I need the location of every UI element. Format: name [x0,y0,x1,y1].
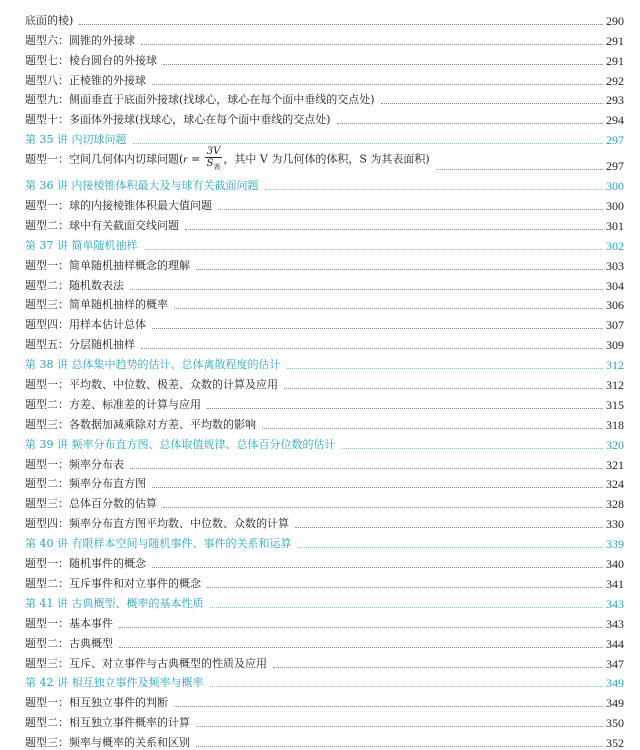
page-number: 312 [606,378,624,393]
dot-leader [196,746,603,747]
toc-section-heading[interactable] [25,127,624,147]
dot-leader [144,249,604,250]
page-number: 312 [606,358,624,373]
dot-leader [174,308,603,309]
dot-leader [295,527,603,528]
page-number: 352 [606,736,624,750]
toc-entry[interactable] [25,412,624,432]
toc-entry-title: 题型一：相互独立事件的判断 [25,696,168,710]
dot-leader [130,289,603,290]
dot-leader [163,507,603,508]
table-of-contents [25,8,624,750]
toc-entry-title: 题型九：侧面垂直于底面外接球(找球心，球心在每个面中垂线的交点处) [25,93,375,107]
toc-entry-title: 第 42 讲 相互独立事件及频率与概率 [25,676,204,690]
page-number: 349 [606,696,624,711]
page-number: 330 [606,517,624,532]
page-number: 340 [606,557,624,572]
dot-leader [119,647,603,648]
dot-leader [133,143,604,144]
toc-entry-title: 底面的棱) [25,13,74,27]
dot-leader [262,428,603,429]
toc-entry[interactable] [25,107,624,127]
toc-entry-title: 题型四：频率分布直方图平均数、中位数、众数的计算 [25,517,289,531]
fraction-numerator: 3V [206,146,221,158]
page-number: 324 [606,477,624,492]
page-number: 339 [606,537,624,552]
dot-leader [218,209,603,210]
dot-leader [152,487,603,488]
page-number: 344 [606,636,624,651]
toc-entry-title: 题型十：多面体外接球(找球心，球心在每个面中垂线的交点处) [25,113,331,127]
page-number: 291 [606,53,624,68]
toc-entry-title: 题型四：用样本估计总体 [25,318,146,332]
toc-entry-title: 第 41 讲 古典概型、概率的基本性质 [25,596,204,610]
dot-leader [210,686,604,687]
toc-entry-title: 第 38 讲 总体集中趋势的估计、总体离散程度的估计 [25,358,281,372]
toc-entry[interactable] [25,651,624,671]
dot-leader [141,44,603,45]
toc-entry-title: 题型二：互斥事件和对立事件的概念 [25,576,201,590]
toc-entry[interactable] [25,571,624,591]
page-number: 300 [606,179,624,194]
toc-entry[interactable] [25,28,624,48]
dot-leader [152,84,603,85]
page-number: 349 [606,676,624,691]
page-number: 343 [606,616,624,631]
toc-entry-title: 题型三：总体百分数的估算 [25,497,157,511]
toc-entry[interactable] [25,710,624,730]
toc-entry[interactable] [25,293,624,313]
toc-entry[interactable] [25,332,624,352]
page-number: 309 [606,338,624,353]
dot-leader [207,587,603,588]
dot-leader [287,368,604,369]
toc-entry-title: 题型三：简单随机抽样的概率 [25,298,168,312]
dot-leader [207,408,603,409]
toc-section-heading[interactable] [25,671,624,691]
toc-section-heading[interactable] [25,531,624,551]
dot-leader [381,103,603,104]
page-number: 328 [606,497,624,512]
toc-entry[interactable] [25,48,624,68]
dot-leader [152,328,603,329]
page-number: 318 [606,417,624,432]
toc-section-heading[interactable] [25,432,624,452]
dot-leader [130,468,603,469]
dot-leader [185,229,603,230]
page-number: 315 [606,397,624,412]
toc-entry-title: 题型八：正棱锥的外接球 [25,73,146,87]
toc-entry[interactable] [25,631,624,651]
toc-entry[interactable] [25,147,624,173]
toc-entry-title: 题型一：频率分布表 [25,457,124,471]
formula-variable: r [183,153,188,166]
dot-leader [436,169,603,170]
page-number: 343 [606,596,624,611]
toc-entry-title: 题型一：随机事件的概念 [25,557,146,571]
dot-leader [196,269,603,270]
toc-entry[interactable] [25,690,624,710]
page-number: 304 [606,278,624,293]
dot-leader [342,448,604,449]
toc-entry[interactable] [25,88,624,108]
toc-entry-title: 题型一：球的内接棱锥体积最大值问题 [25,199,212,213]
toc-entry-title [25,146,433,173]
entry-title-prefix: 题型一：空间几何体内切球问题( [25,152,184,166]
toc-section-heading[interactable] [25,233,624,253]
formula-equals: = [187,152,204,166]
page-number: 303 [606,258,624,273]
page-number: 291 [606,33,624,48]
toc-entry[interactable] [25,472,624,492]
fraction-denominator [207,158,221,173]
toc-entry-title: 题型一：简单随机抽样概念的理解 [25,258,190,272]
dot-leader [174,706,603,707]
toc-section-heading[interactable] [25,352,624,372]
toc-entry-title: 题型一：平均数、中位数、极差、众数的计算及应用 [25,378,278,392]
toc-entry-title: 题型二：随机数表法 [25,278,124,292]
page-number: 294 [606,113,624,128]
toc-entry[interactable] [25,452,624,472]
toc-entry-title: 第 35 讲 内切球问题 [25,133,127,147]
page-number: 321 [606,457,624,472]
denominator-subscript: 表 [213,163,221,172]
page-number: 297 [606,133,624,148]
toc-entry[interactable] [25,730,624,750]
entry-title-suffix: ，其中 V 为几何体的体积，S 为其表面积) [223,152,430,166]
toc-entry-title: 题型二：相互独立事件概率的计算 [25,716,190,730]
toc-entry-title: 题型二：频率分布直方图 [25,477,146,491]
toc-entry-title: 题型二：古典概型 [25,636,113,650]
toc-entry[interactable] [25,511,624,531]
page-number: 306 [606,298,624,313]
page-number: 301 [606,218,624,233]
dot-leader [152,567,603,568]
toc-entry-title: 题型三：频率与概率的关系和区别 [25,736,190,750]
toc-entry[interactable] [25,8,624,28]
toc-entry-title: 题型三：各数据加减乘除对方差、平均数的影响 [25,417,256,431]
toc-entry[interactable] [25,551,624,571]
dot-leader [210,607,604,608]
toc-entry[interactable] [25,213,624,233]
toc-entry-title: 第 36 讲 内接棱锥体积最大及与球有关截面问题 [25,179,259,193]
page-number: 350 [606,716,624,731]
page-number: 292 [606,73,624,88]
toc-entry[interactable] [25,312,624,332]
toc-entry[interactable] [25,193,624,213]
toc-entry-title: 题型三：互斥、对立事件与古典概型的性质及应用 [25,656,267,670]
toc-entry[interactable] [25,372,624,392]
toc-entry[interactable] [25,68,624,88]
page-number: 302 [606,238,624,253]
dot-leader [273,667,603,668]
page-number: 307 [606,318,624,333]
page-number: 290 [606,13,624,28]
page-number: 347 [606,656,624,671]
dot-leader [196,726,603,727]
dot-leader [284,388,603,389]
dot-leader [298,547,604,548]
toc-entry-title: 题型七：棱台圆台的外接球 [25,53,157,67]
toc-entry[interactable] [25,491,624,511]
page-number: 293 [606,93,624,108]
toc-entry[interactable] [25,611,624,631]
page-number: 320 [606,437,624,452]
dot-leader [141,348,603,349]
toc-entry-title: 第 40 讲 有限样本空间与随机事件、事件的关系和运算 [25,537,292,551]
toc-entry-title: 题型二：方差、标准差的计算与应用 [25,397,201,411]
dot-leader [79,24,603,25]
toc-entry[interactable] [25,253,624,273]
toc-entry[interactable] [25,273,624,293]
denominator-symbol: S [206,158,214,170]
toc-section-heading[interactable] [25,173,624,193]
dot-leader [163,64,603,65]
toc-entry-title: 题型一：基本事件 [25,616,113,630]
toc-entry-title: 第 39 讲 频率分布直方图、总体取值规律、总体百分位数的估计 [25,437,336,451]
toc-section-heading[interactable] [25,591,624,611]
dot-leader [119,627,603,628]
formula-fraction [205,146,223,173]
dot-leader [265,189,604,190]
toc-entry-title: 题型五：分层随机抽样 [25,338,135,352]
page-number: 297 [606,159,624,174]
page-number: 300 [606,199,624,214]
page-number: 341 [606,576,624,591]
toc-entry-title: 题型六：圆锥的外接球 [25,33,135,47]
toc-entry-title: 题型二：球中有关截面交线问题 [25,218,179,232]
dot-leader [337,123,603,124]
toc-entry-title: 第 37 讲 简单随机抽样 [25,238,138,252]
toc-entry[interactable] [25,392,624,412]
